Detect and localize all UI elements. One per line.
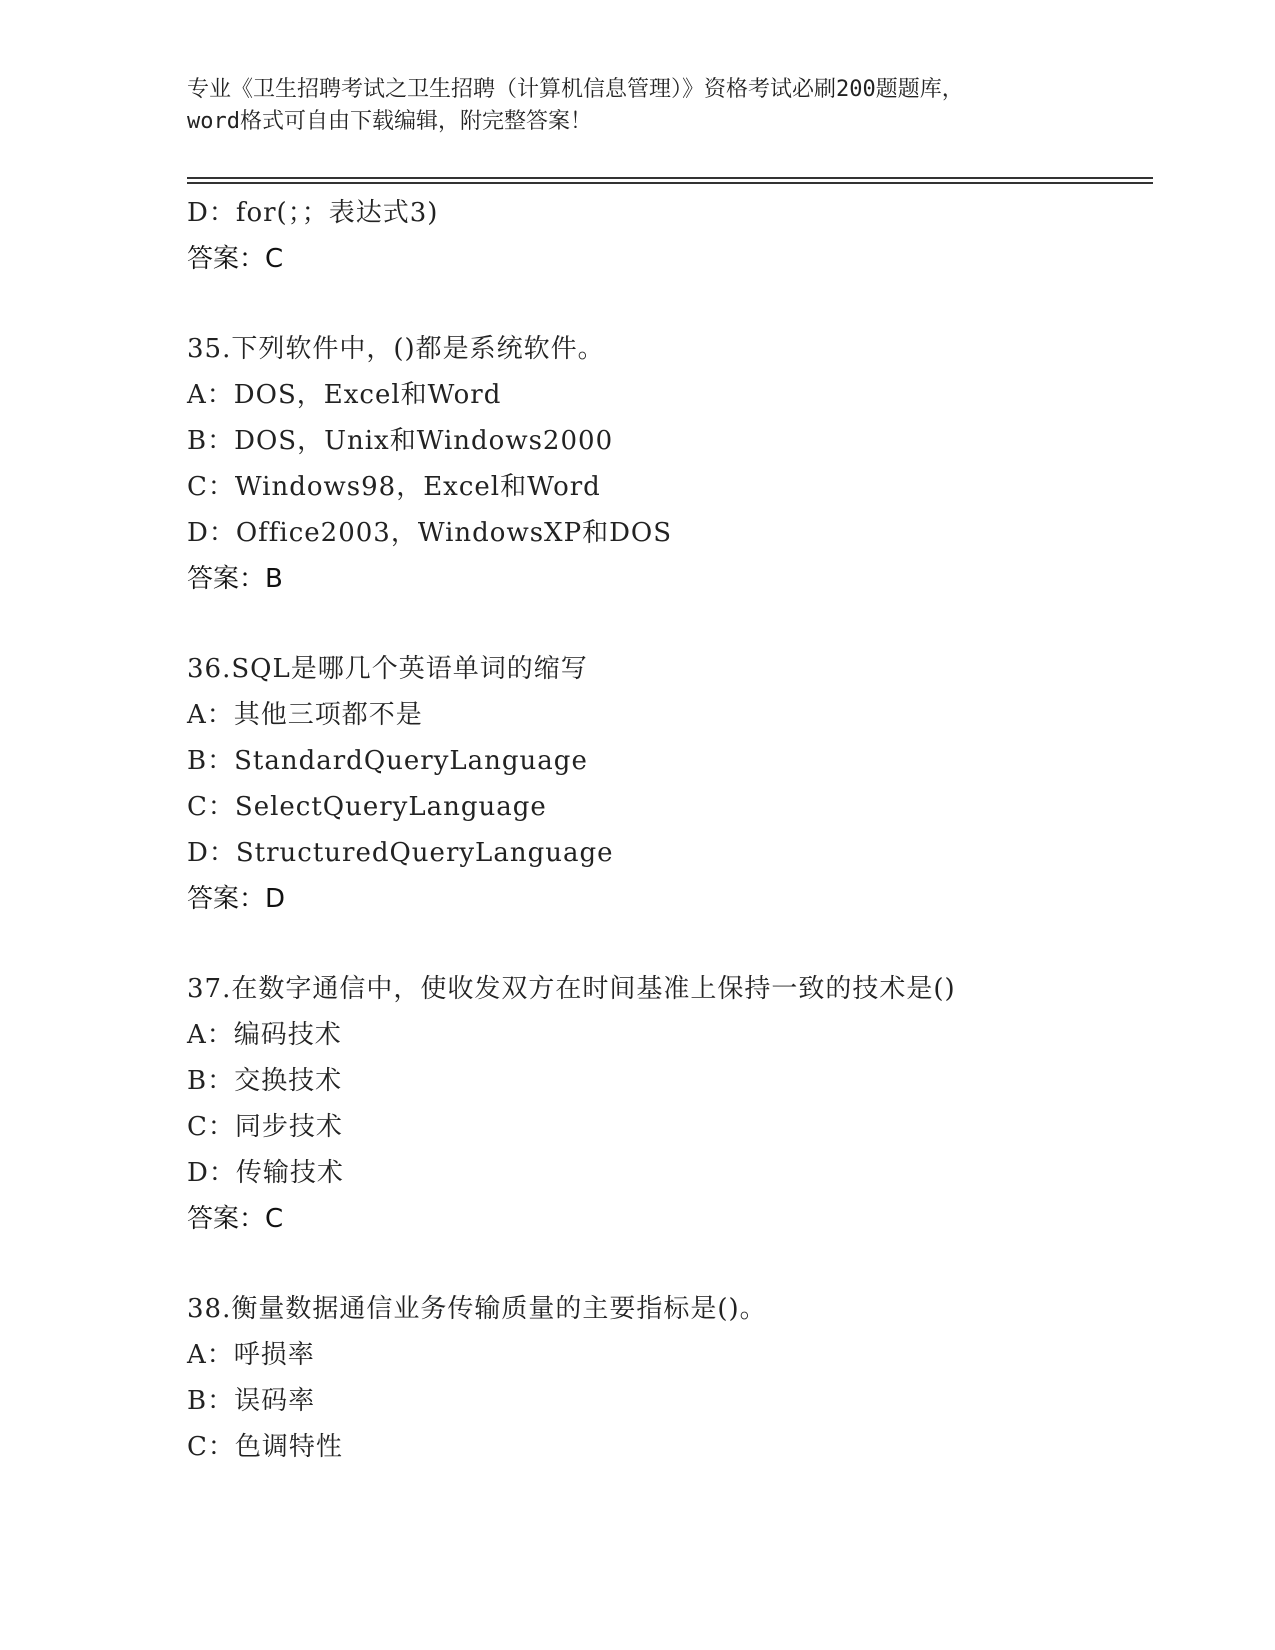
option-a: A：其他三项都不是 <box>187 700 423 730</box>
question-list <box>187 190 1137 1470</box>
answer-line: 答案：C <box>187 1204 284 1234</box>
document-header <box>187 74 1087 138</box>
option-b: B：交换技术 <box>187 1066 343 1096</box>
question-34-tail <box>187 190 1137 282</box>
answer-line: 答案：C <box>187 244 284 274</box>
question-stem: 38.衡量数据通信业务传输质量的主要指标是()。 <box>187 1294 767 1324</box>
header-divider-bottom <box>187 182 1153 184</box>
header-divider-top <box>187 177 1153 179</box>
answer-line: 答案：D <box>187 884 286 914</box>
question-38 <box>187 1286 1137 1470</box>
option-c: C：色调特性 <box>187 1432 343 1462</box>
question-37 <box>187 966 1137 1242</box>
question-35 <box>187 326 1137 602</box>
question-36 <box>187 646 1137 922</box>
option-d: D：Office2003，WindowsXP和DOS <box>187 518 673 548</box>
option-d: D：传输技术 <box>187 1158 344 1188</box>
option-a: A：呼损率 <box>187 1340 315 1370</box>
question-stem: 36.SQL是哪几个英语单词的缩写 <box>187 654 588 684</box>
option-c: C：SelectQueryLanguage <box>187 792 547 822</box>
option-b: B：DOS，Unix和Windows2000 <box>187 426 614 456</box>
option-c: C：同步技术 <box>187 1112 343 1142</box>
option-a: A：编码技术 <box>187 1020 342 1050</box>
option-d: D：for(；；表达式3) <box>187 198 439 228</box>
question-stem: 35.下列软件中，()都是系统软件。 <box>187 334 605 364</box>
question-stem: 37.在数字通信中，使收发双方在时间基准上保持一致的技术是() <box>187 974 956 1004</box>
option-c: C：Windows98，Excel和Word <box>187 472 601 502</box>
option-a: A：DOS，Excel和Word <box>187 380 502 410</box>
header-subtitle-line: word格式可自由下载编辑，附完整答案！ <box>187 109 592 134</box>
option-b: B：误码率 <box>187 1386 316 1416</box>
option-d: D：StructuredQueryLanguage <box>187 838 614 868</box>
answer-line: 答案：B <box>187 564 283 594</box>
header-title-line: 专业《卫生招聘考试之卫生招聘（计算机信息管理）》资格考试必刷200题题库， <box>187 77 964 102</box>
option-b: B：StandardQueryLanguage <box>187 746 588 776</box>
